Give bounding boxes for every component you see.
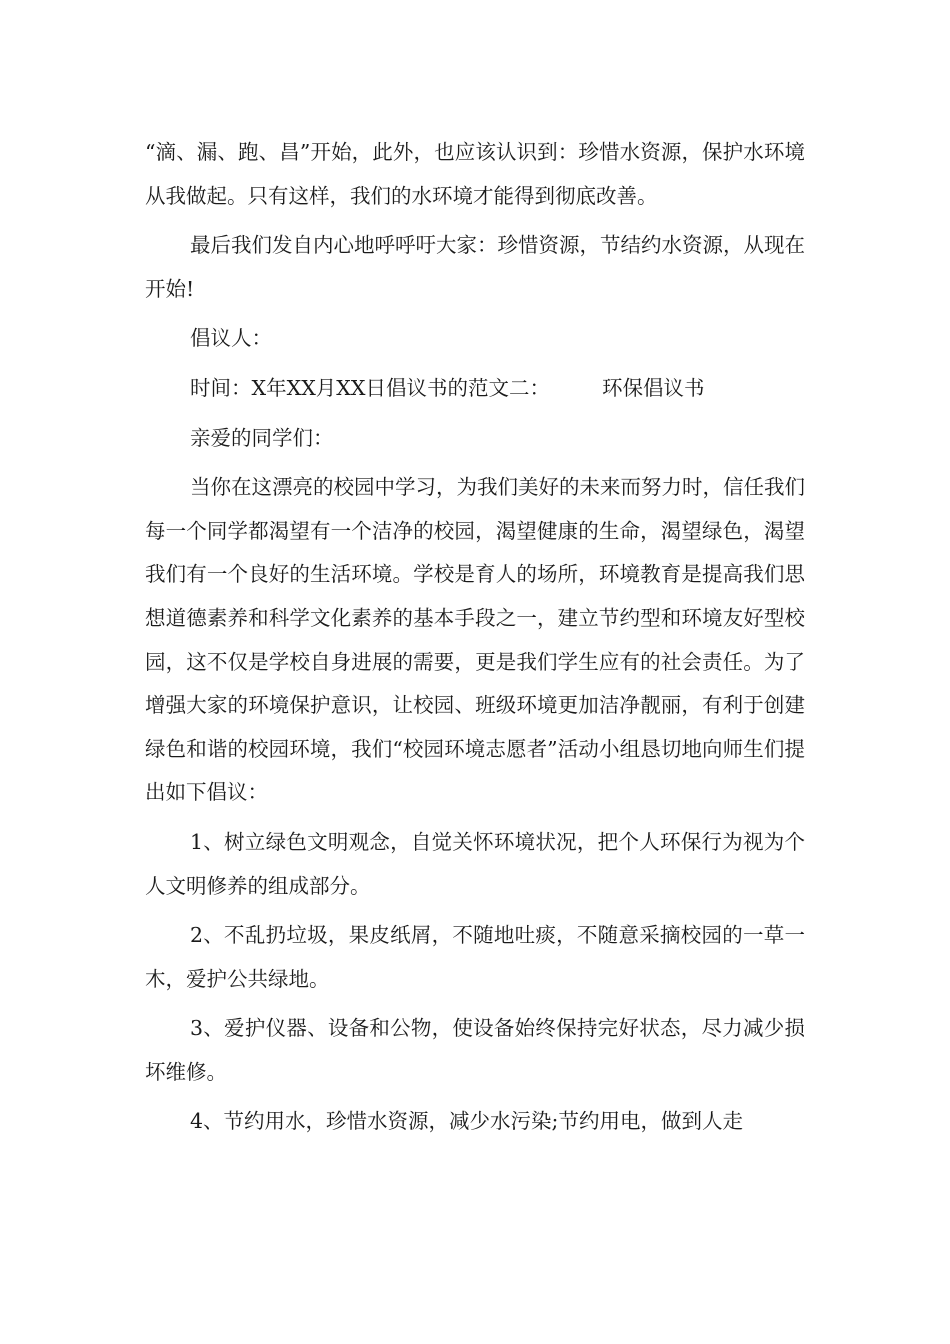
second-sample-title: 环保倡议书 [601, 375, 705, 400]
document-body [145, 131, 805, 1150]
time-line-text: 时间：X年XX月XX日倡议书的范文二： [190, 375, 550, 400]
paragraph-initiator: 倡议人： [190, 326, 272, 351]
paragraph-time-line [145, 367, 805, 411]
list-item-4: 4、节约用水，珍惜水资源，减少水污染;节约用电，做到人走 [190, 1109, 743, 1134]
list-item-3: 3、爱护仪器、设备和公物，使设备始终保持完好状态，尽力减少损坏维修。 [145, 1016, 805, 1084]
list-item-2: 2、不乱扔垃圾，果皮纸屑，不随地吐痰，不随意采摘校园的一草一木，爱护公共绿地。 [145, 923, 805, 991]
paragraph-continuation: “滴、漏、跑、昌”开始，此外，也应该认识到：珍惜水资源，保护水环境从我做起。只有这样，我们的水环境才能得到彻底改善。 [145, 140, 805, 208]
paragraph-salutation: 亲爱的同学们： [190, 425, 334, 450]
paragraph-appeal: 最后我们发自内心地呼呼吁大家：珍惜资源，节结约水资源，从现在开始! [145, 233, 805, 301]
paragraph-main-body: 当你在这漂亮的校园中学习，为我们美好的未来而努力时，信任我们每一个同学都渴望有一个洁净的校园，渴望健康的生命，渴望绿色，渴望我们有一个良好的生活环境。学校是育人的场所，环境教育是提高我们思想道德素养和科学文化素养的基本手段之一，建立节约型和环境友好型校园，这不仅是学校自身进展的需要，更是我们学生应有的社会责任。为了增强大家的环境保护意识，让校园、班级环境更加洁净靓丽，有利于创建绿色和谐的校园环境，我们“校园环境志愿者”活动小组恳切地向师生们提出如下倡议： [145, 475, 805, 805]
list-item-1: 1、树立绿色文明观念，自觉关怀环境状况，把个人环保行为视为个人文明修养的组成部分。 [145, 829, 805, 898]
